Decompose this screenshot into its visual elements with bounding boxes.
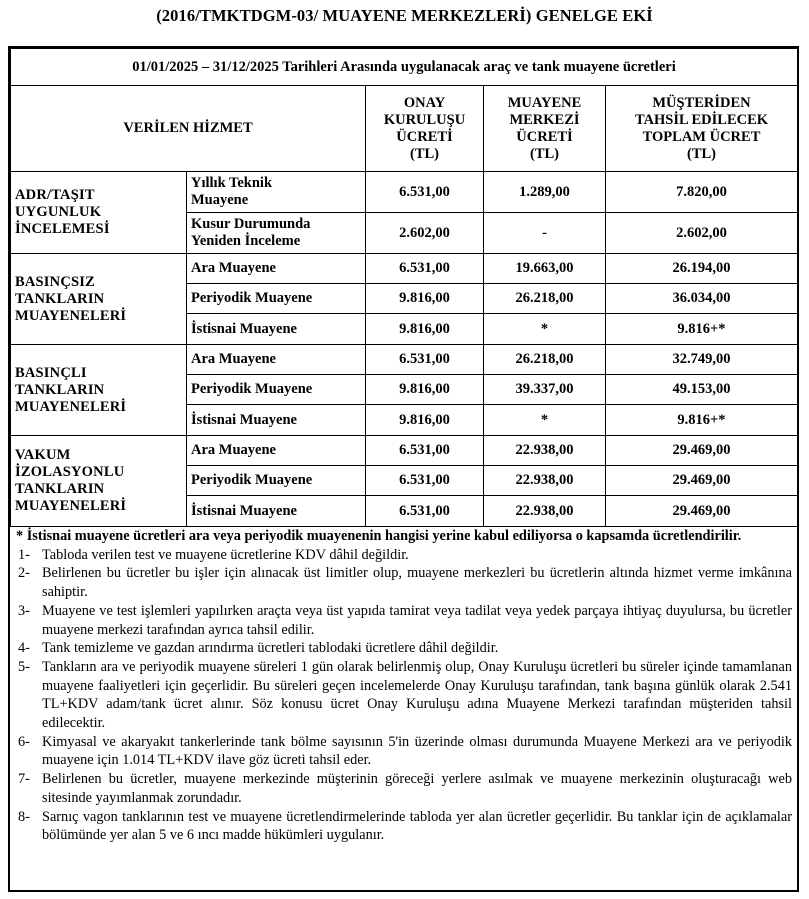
group-name-line: ADR/TAŞIT [15,187,95,203]
service-name-line: Kusur Durumunda [191,216,311,232]
group-name-line: İZOLASYONLU [15,464,125,480]
table-row [11,436,798,466]
group-name-line: BASINÇLI [15,364,87,381]
header-row [11,86,798,172]
service-cell [187,213,366,254]
onay-fee-cell: 9.816,00 [366,314,484,345]
service-name-line: Periyodik Muayene [191,381,313,397]
service-name-line: Periyodik Muayene [191,472,313,488]
note-text: Belirlenen bu ücretler, muayene merkezinde müşterinin göreceği yerlere asılmak ve muayene merkezinin oluşturacağı web sitesinde yayımlanmak zorundadır. [42,771,792,806]
onay-fee-cell: 6.531,00 [366,496,484,527]
merkez-fee-cell: 22.938,00 [484,496,606,527]
service-cell [187,405,366,436]
header-onay-line: ONAY [403,94,446,111]
table-row [11,172,798,213]
note-item [16,733,792,770]
onay-fee-cell: 6.531,00 [366,466,484,496]
group-name-line: MUAYENELERİ [15,498,127,514]
onay-fee-cell: 6.531,00 [366,172,484,213]
note-text: Belirlenen bu ücretler bu işler için alınacak üst limitler olup, muayene merkezleri bu ücretlerin altında hizmet verme imkânına sahiptir. [42,565,792,601]
onay-fee-cell: 9.816,00 [366,375,484,405]
period-title: 01/01/2025 – 31/12/2025 Tarihleri Arasında uygulanacak araç ve tank muayene ücretleri [11,49,798,86]
header-onay-line: (TL) [410,145,439,162]
note-item [16,808,792,845]
note-text: Tankların ara ve periyodik muayene süreleri 1 gün olarak belirlenmiş olup, Onay Kuruluşu ücretleri bu süreler içinde tamamlanan muayene faaliyetleri için geçerlidir. Bu süreleri geçen incelemelerde Onay Kuruluşu tarafından, tank başına günlük olarak 2.541 TL+KDV adam/tank ücret alınır. Söz konusu ücret Onay Kuruluşu adına Muayene Merkezi tarafından müşteriden tahsil edilecektir. [42,658,792,732]
fee-table [10,48,798,527]
service-cell [187,284,366,314]
group-name [11,345,187,436]
header-merkez-line: ÜCRETİ [516,128,573,145]
header-service: VERİLEN HİZMET [11,86,366,172]
header-merkez-line: MUAYENE [507,94,582,111]
service-cell [187,466,366,496]
period-row [11,49,798,86]
onay-fee-cell: 6.531,00 [366,254,484,284]
onay-fee-cell: 6.531,00 [366,436,484,466]
note-item [16,564,792,601]
note-item [16,546,792,565]
group-name-line: TANKLARIN [15,481,105,497]
note-number: 8- [18,808,30,825]
merkez-fee-cell: 26.218,00 [484,284,606,314]
service-cell [187,345,366,375]
note-item [16,658,792,733]
total-fee-cell: 29.469,00 [606,466,798,496]
note-item [16,770,792,807]
table-row [11,254,798,284]
merkez-fee-cell: 19.663,00 [484,254,606,284]
group-name [11,254,187,345]
group-name-line: UYGUNLUK [15,204,102,220]
total-fee-cell: 49.153,00 [606,375,798,405]
group-name-line: TANKLARIN [15,290,105,307]
note-number: 2- [18,565,30,582]
header-toplam-line: (TL) [687,145,716,162]
total-fee-cell: 7.820,00 [606,172,798,213]
merkez-fee-cell: 26.218,00 [484,345,606,375]
header-toplam [606,86,798,172]
note-text: Sarnıç vagon tanklarının test ve muayene ücretlendirmelerinde tabloda yer alan ücretler geçerlidir. Bu tanklar için de açıklamalar bölümünde yer alan 5 ve 6 ıncı madde hükümleri uygulanır. [42,808,792,844]
header-onay-line: KURULUŞU [383,111,466,128]
service-name-line: Ara Muayene [191,442,276,458]
group-name-line: VAKUM [15,447,71,463]
service-name-line: Periyodik Muayene [191,290,313,306]
note-text: Tank temizleme ve gazdan arındırma ücretleri tablodaki ücretlere dâhil değildir. [42,640,499,657]
total-fee-cell: 9.816+* [606,405,798,436]
document-title: (2016/TMKTDGM-03/ MUAYENE MERKEZLERİ) GENELGE EKİ [156,6,653,25]
header-merkez-line: (TL) [530,145,559,162]
note-item [16,602,792,639]
note-number: 1- [18,546,30,563]
note-number: 6- [18,733,30,750]
service-cell [187,172,366,213]
total-fee-cell: 2.602,00 [606,213,798,254]
note-number: 7- [18,771,30,788]
total-fee-cell: 36.034,00 [606,284,798,314]
table-row [11,345,798,375]
service-name-line: Yıllık Teknik [191,175,273,191]
note-number: 4- [18,640,30,657]
total-fee-cell: 29.469,00 [606,496,798,527]
group-name-line: BASINÇSIZ [15,273,95,290]
onay-fee-cell: 9.816,00 [366,405,484,436]
onay-fee-cell: 6.531,00 [366,345,484,375]
service-cell [187,254,366,284]
header-toplam-line: TOPLAM ÜCRET [642,128,761,145]
merkez-fee-cell: * [484,405,606,436]
merkez-fee-cell: 1.289,00 [484,172,606,213]
service-name-line: Yeniden İnceleme [191,233,301,249]
onay-fee-cell: 2.602,00 [366,213,484,254]
notes-section [16,527,792,845]
note-item [16,639,792,658]
header-toplam-line: MÜŞTERİDEN [652,94,751,111]
note-list [16,546,792,845]
total-fee-cell: 29.469,00 [606,436,798,466]
note-text: Kimyasal ve akaryakıt tankerlerinde tank bölme sayısının 5'in üzerinde olması durumunda Muayene Merkezi ara ve periyodik muayene için 1.014 TL+KDV ilave göz ücreti tahsil eder. [42,733,792,769]
service-name-line: Muayene [191,192,249,208]
service-cell [187,496,366,527]
group-name [11,172,187,254]
merkez-fee-cell: 39.337,00 [484,375,606,405]
total-fee-cell: 32.749,00 [606,345,798,375]
service-name-line: İstisnai Muayene [191,502,297,519]
service-cell [187,436,366,466]
header-merkez-line: MERKEZİ [509,111,580,128]
merkez-fee-cell: - [484,213,606,254]
note-text: Tabloda verilen test ve muayene ücretlerine KDV dâhil değildir. [42,546,409,563]
merkez-fee-cell: * [484,314,606,345]
service-name-line: İstisnai Muayene [191,411,297,428]
header-merkez [484,86,606,172]
onay-fee-cell: 9.816,00 [366,284,484,314]
service-name-line: İstisnai Muayene [191,320,297,337]
total-fee-cell: 26.194,00 [606,254,798,284]
group-name-line: TANKLARIN [15,381,105,398]
service-cell [187,314,366,345]
service-name-line: Ara Muayene [191,260,276,276]
merkez-fee-cell: 22.938,00 [484,436,606,466]
group-name-line: MUAYENELERİ [15,307,127,324]
note-text: Muayene ve test işlemleri yapılırken araçta veya üst yapıda tamirat veya tadilat veya yedek parçaya ihtiyaç duyulursa, bu ücretler muayene merkezi tarafından ayrıca tahsil edilir. [42,602,792,638]
group-name [11,436,187,527]
note-number: 5- [18,658,30,675]
total-fee-cell: 9.816+* [606,314,798,345]
header-toplam-line: TAHSİL EDİLECEK [634,111,769,128]
star-note: * İstisnai muayene ücretleri ara veya periyodik muayenenin hangisi yerine kabul ediliyorsa o kapsamda ücretlendirilir. [16,528,742,544]
service-cell [187,375,366,405]
header-onay [366,86,484,172]
note-number: 3- [18,602,30,619]
merkez-fee-cell: 22.938,00 [484,466,606,496]
group-name-line: İNCELEMESİ [15,221,110,237]
header-onay-line: ÜCRETİ [396,128,453,145]
group-name-line: MUAYENELERİ [15,398,127,415]
service-name-line: Ara Muayene [191,351,276,367]
